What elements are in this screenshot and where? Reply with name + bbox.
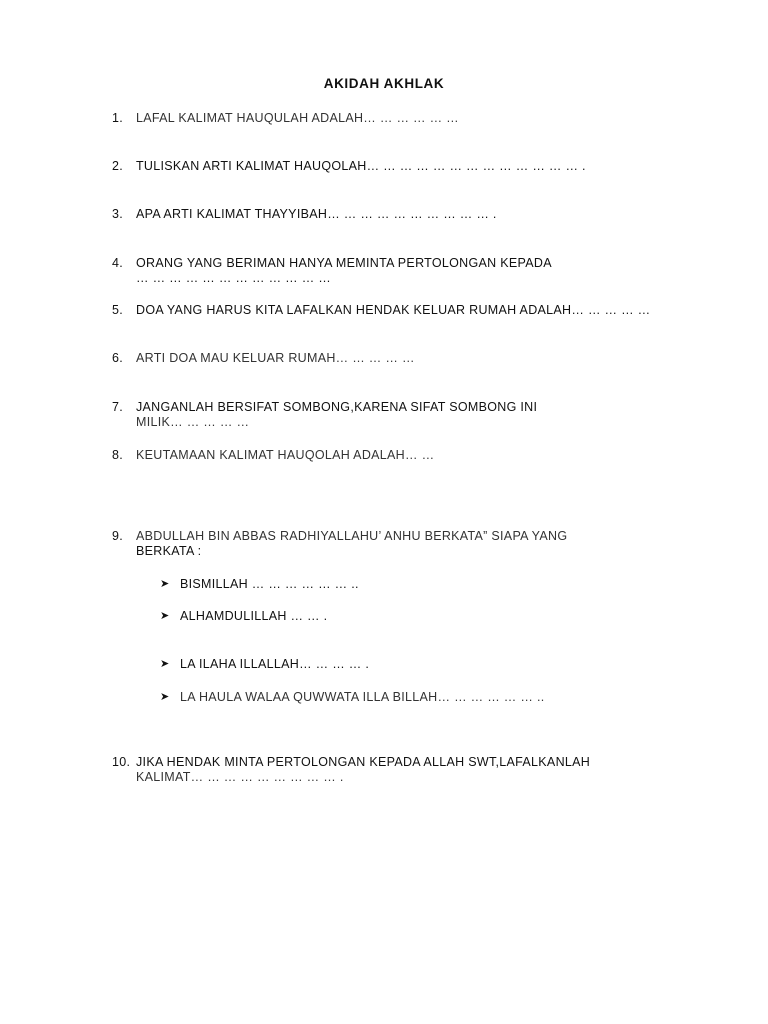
question-item: [112, 303, 732, 318]
sub-item: [160, 609, 720, 624]
sub-item-text: BISMILLAH … … … … … … ..: [180, 577, 359, 591]
question-item: [112, 207, 732, 222]
question-item: [112, 256, 732, 286]
question-text-line2: MILIK… … … … …: [136, 415, 250, 429]
question-number: 2.: [112, 159, 124, 173]
question-text: KEUTAMAAN KALIMAT HAUQOLAH ADALAH… …: [136, 448, 435, 462]
question-text: ARTI DOA MAU KELUAR RUMAH… … … … …: [136, 351, 415, 365]
question-text-line2: KALIMAT… … … … … … … … … .: [136, 770, 344, 784]
question-item: [112, 111, 732, 126]
arrow-bullet-icon: ➤: [160, 578, 170, 590]
question-number: 5.: [112, 303, 124, 317]
question-text-line1: JIKA HENDAK MINTA PERTOLONGAN KEPADA ALLAH SWT,LAFALKANLAH: [136, 755, 591, 769]
question-text-line1: JANGANLAH BERSIFAT SOMBONG,KARENA SIFAT SOMBONG INI: [136, 400, 538, 414]
question-text: DOA YANG HARUS KITA LAFALKAN HENDAK KELUAR RUMAH ADALAH… … … … …: [136, 303, 651, 317]
sub-item-text: LA ILAHA ILLALLAH… … … … .: [180, 657, 370, 671]
question-text-line1: ORANG YANG BERIMAN HANYA MEMINTA PERTOLONGAN KEPADA: [136, 256, 552, 270]
question-number: 6.: [112, 351, 124, 365]
question-number: 7.: [112, 400, 124, 414]
question-text: LAFAL KALIMAT HAUQULAH ADALAH… … … … … …: [136, 111, 459, 125]
sub-item: [160, 690, 720, 705]
question-text-line2: BERKATA :: [136, 544, 202, 558]
question-number: 10.: [112, 755, 131, 769]
question-text: TULISKAN ARTI KALIMAT HAUQOLAH… … … … … … … … … … … … … .: [136, 159, 586, 173]
question-item: [112, 400, 732, 430]
arrow-bullet-icon: ➤: [160, 691, 170, 703]
page-title: AKIDAH AKHLAK: [323, 76, 445, 91]
arrow-bullet-icon: ➤: [160, 610, 170, 622]
question-item: [112, 755, 732, 785]
sub-item-text: LA HAULA WALAA QUWWATA ILLA BILLAH… … … … … … ..: [180, 690, 545, 704]
question-text: APA ARTI KALIMAT THAYYIBAH… … … … … … … … … … .: [136, 207, 497, 221]
arrow-bullet-icon: ➤: [160, 658, 170, 670]
question-number: 8.: [112, 448, 124, 462]
sub-item-text: ALHAMDULILLAH … … .: [180, 609, 328, 623]
question-number: 1.: [112, 111, 124, 125]
sub-item: [160, 577, 720, 592]
question-text-line2: … … … … … … … … … … … …: [136, 271, 332, 285]
question-number: 3.: [112, 207, 124, 221]
question-item: [112, 351, 732, 366]
question-number: 9.: [112, 529, 124, 543]
question-item: [112, 159, 732, 174]
question-number: 4.: [112, 256, 124, 270]
question-text-line1: ABDULLAH BIN ABBAS RADHIYALLAHU’ ANHU BERKATA” SIAPA YANG: [136, 529, 568, 543]
question-item: [112, 448, 732, 463]
question-item: [112, 529, 732, 559]
sub-item: [160, 657, 720, 672]
